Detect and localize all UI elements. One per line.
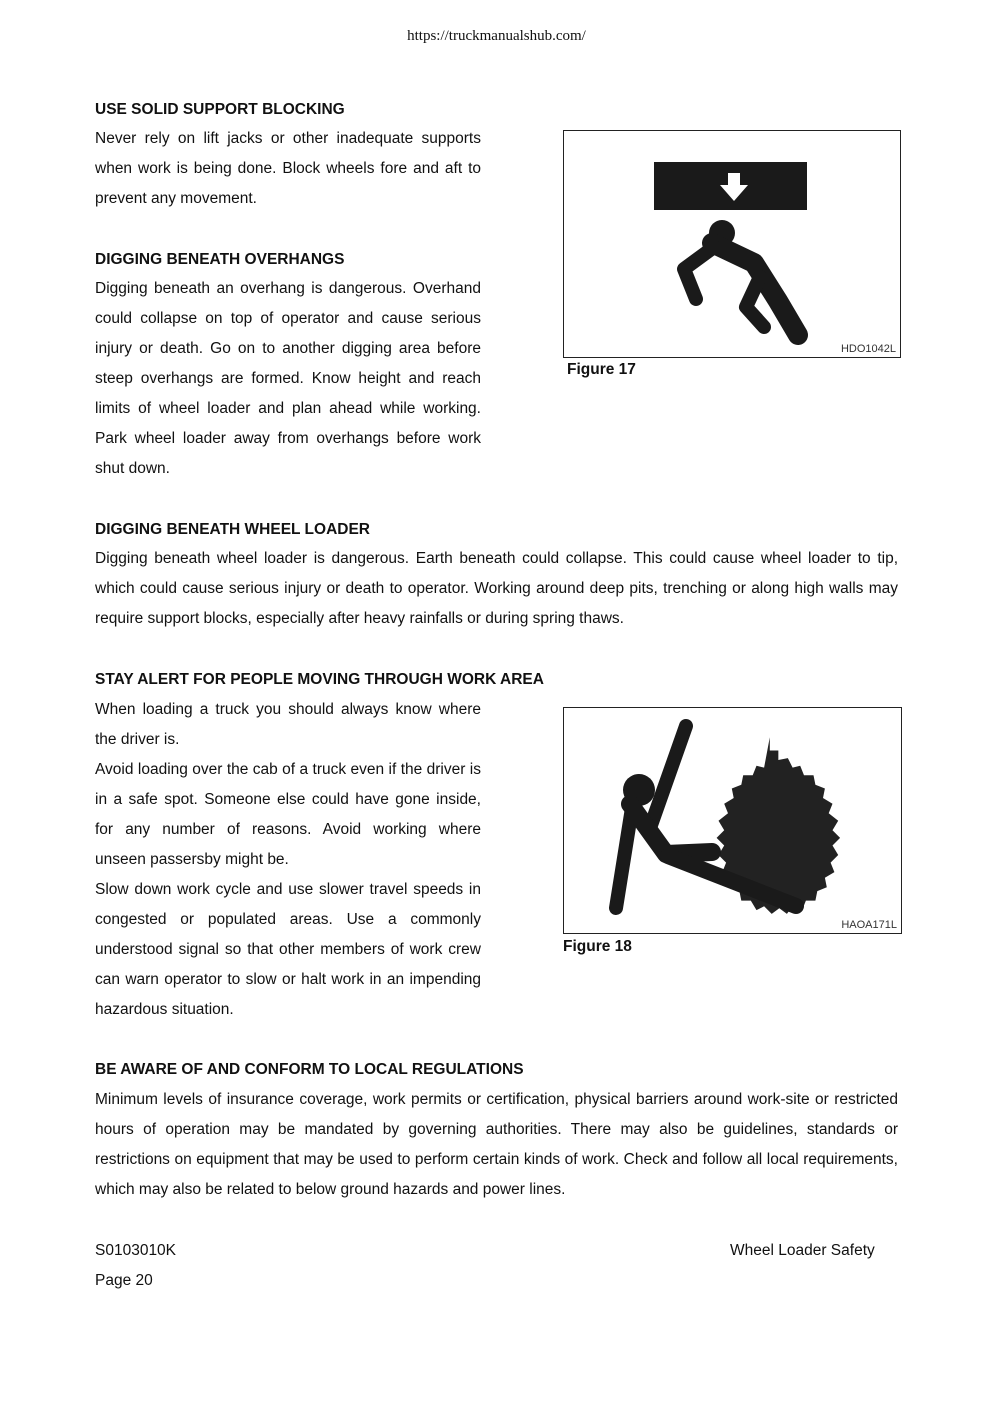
page-url: https://truckmanualshub.com/ bbox=[407, 28, 586, 44]
figure-17-image bbox=[563, 130, 901, 358]
figure-17-code: HDO1042L bbox=[840, 343, 896, 355]
heading-digging-beneath-wheel-loader: DIGGING BENEATH WHEEL LOADER bbox=[95, 521, 370, 538]
paragraph-local-regulations: Minimum levels of insurance coverage, work permits or certification, physical barriers around work-site or restricted hours of operation may be mandated by governing authorities. There may also be guidelines, standards or restrictions on equipment that may be used to perform certain kinds of work. Check and follow all local requirements, which may also be related to below ground hazards and power lines. bbox=[95, 1091, 898, 1198]
figure-17-caption: Figure 17 bbox=[567, 361, 636, 378]
paragraph-stay-alert-2: Avoid loading over the cab of a truck even if the driver is in a safe spot. Someone else could have gone inside, for any number of reasons. Avoid working where unseen passersby might be. bbox=[95, 761, 481, 868]
paragraph-stay-alert-1: When loading a truck you should always know where the driver is. bbox=[95, 701, 481, 748]
figure-18-image bbox=[563, 707, 902, 934]
footer-doc-code: S0103010K bbox=[95, 1242, 177, 1259]
figure-18-code: HAOA171L bbox=[841, 919, 897, 931]
heading-local-regulations: BE AWARE OF AND CONFORM TO LOCAL REGULATIONS bbox=[95, 1061, 524, 1078]
falling-object-crush-icon bbox=[564, 131, 900, 357]
heading-digging-beneath-overhangs: DIGGING BENEATH OVERHANGS bbox=[95, 251, 345, 268]
figure-18-caption: Figure 18 bbox=[563, 938, 632, 955]
wheel-run-over-icon bbox=[564, 708, 901, 933]
heading-stay-alert: STAY ALERT FOR PEOPLE MOVING THROUGH WORK AREA bbox=[95, 671, 544, 688]
footer-title: Wheel Loader Safety bbox=[730, 1242, 875, 1259]
paragraph-digging-beneath-overhangs: Digging beneath an overhang is dangerous. Overhand could collapse on top of operator and cause serious injury or death. Go on to another digging area before steep overhangs are formed. Know height and reach limits of wheel loader and plan ahead while working. Park wheel loader away from overhangs before work shut down. bbox=[95, 280, 481, 477]
paragraph-solid-support-blocking: Never rely on lift jacks or other inadequate supports when work is being done. Block wheels fore and aft to prevent any movement. bbox=[95, 130, 481, 207]
paragraph-digging-beneath-wheel-loader: Digging beneath wheel loader is dangerous. Earth beneath could collapse. This could cause wheel loader to tip, which could cause serious injury or death to operator. Working around deep pits, trenching or along high walls may require support blocks, especially after heavy rainfalls or during spring thaws. bbox=[95, 550, 898, 627]
heading-solid-support-blocking: USE SOLID SUPPORT BLOCKING bbox=[95, 101, 345, 118]
footer-page-number: Page 20 bbox=[95, 1272, 153, 1289]
paragraph-stay-alert-3: Slow down work cycle and use slower travel speeds in congested or populated areas. Use a commonly understood signal so that other members of work crew can warn operator to slow or halt work in an impending hazardous situation. bbox=[95, 881, 481, 1018]
